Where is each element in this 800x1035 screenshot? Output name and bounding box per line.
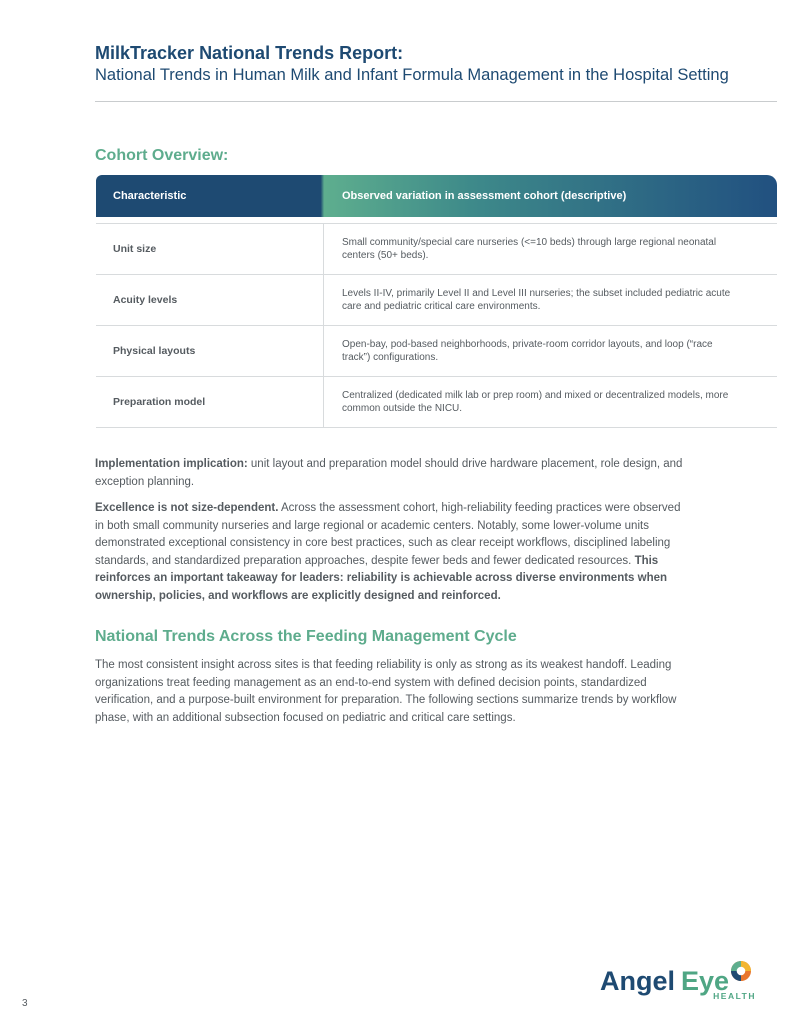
logo-word-angel: Angel <box>600 966 676 996</box>
implication-text: unit layout and preparation model should drive hardware placement, role design, and exception planning. <box>95 458 683 488</box>
logo-word-eye: Eye <box>681 966 730 996</box>
row-label: Acuity levels <box>113 294 178 306</box>
column-header-characteristic: Characteristic <box>113 190 187 202</box>
row-value: Centralized (dedicated milk lab or prep room) and mixed or decentralized models, more common outside the NICU. <box>342 390 729 414</box>
excellence-text: Across the assessment cohort, high-reliability feeding practices were observed in both small community nurseries and large regional or academic centers. Notably, some lower-volume units demonstrated exceptional consistency in core best practices, such as clear receipt workflows, disciplined labeling standards, and standardized preparation approaches, despite fewer beds and fewer dedicated resources. <box>95 502 681 567</box>
page-number: 3 <box>22 998 28 1009</box>
row-label: Unit size <box>113 243 157 255</box>
excellence-lead: Excellence is not size-dependent. <box>95 502 279 514</box>
excellence-paragraph <box>95 500 685 605</box>
report-subtitle: National Trends in Human Milk and Infant Formula Management in the Hospital Setting <box>95 66 729 84</box>
cohort-heading: Cohort Overview: <box>95 147 229 164</box>
angeleye-health-logo <box>600 958 760 1000</box>
report-header <box>95 42 755 86</box>
header-divider <box>95 101 777 102</box>
row-label: Preparation model <box>113 396 206 408</box>
logo-eye-mark-icon <box>731 961 751 981</box>
row-value: Small community/special care nurseries (<=10 beds) through large regional neonatal centers (50+ beds). <box>342 237 717 261</box>
row-value: Open-bay, pod-based neighborhoods, private-room corridor layouts, and loop (“race track”) configurations. <box>342 339 713 363</box>
row-label: Physical layouts <box>113 345 196 357</box>
table-header-gap <box>96 217 777 224</box>
table-row <box>96 275 777 326</box>
implication-lead: Implementation implication: <box>95 458 248 470</box>
row-value: Levels II-IV, primarily Level II and Level III nurseries; the subset included pediatric acute care and pediatric critical care environments. <box>342 288 731 312</box>
logo-word-health: HEALTH <box>713 991 756 1000</box>
trends-paragraph: The most consistent insight across sites is that feeding reliability is only as strong as its weakest handoff. Leading organizations treat feeding management as an end-to-end system with defined decision points, standardized verification, and a purpose-built environment for preparation. The following sections summarize trends by workflow phase, with an additional subsection focused on pediatric and critical care settings. <box>95 659 677 724</box>
excellence-takeaway: This reinforces an important takeaway for leaders: reliability is achievable across diverse environments when ownership, policies, and workflows are explicitly designed and reinforced. <box>95 554 668 602</box>
table-header <box>96 175 777 217</box>
table-row <box>96 224 777 275</box>
report-title: MilkTracker National Trends Report: <box>95 43 404 63</box>
table-row <box>96 326 777 377</box>
trends-heading: National Trends Across the Feeding Management Cycle <box>95 628 517 645</box>
table-row <box>96 377 777 428</box>
column-header-variation: Observed variation in assessment cohort (descriptive) <box>342 190 627 202</box>
cohort-table <box>96 175 777 428</box>
implementation-paragraph <box>95 456 685 491</box>
